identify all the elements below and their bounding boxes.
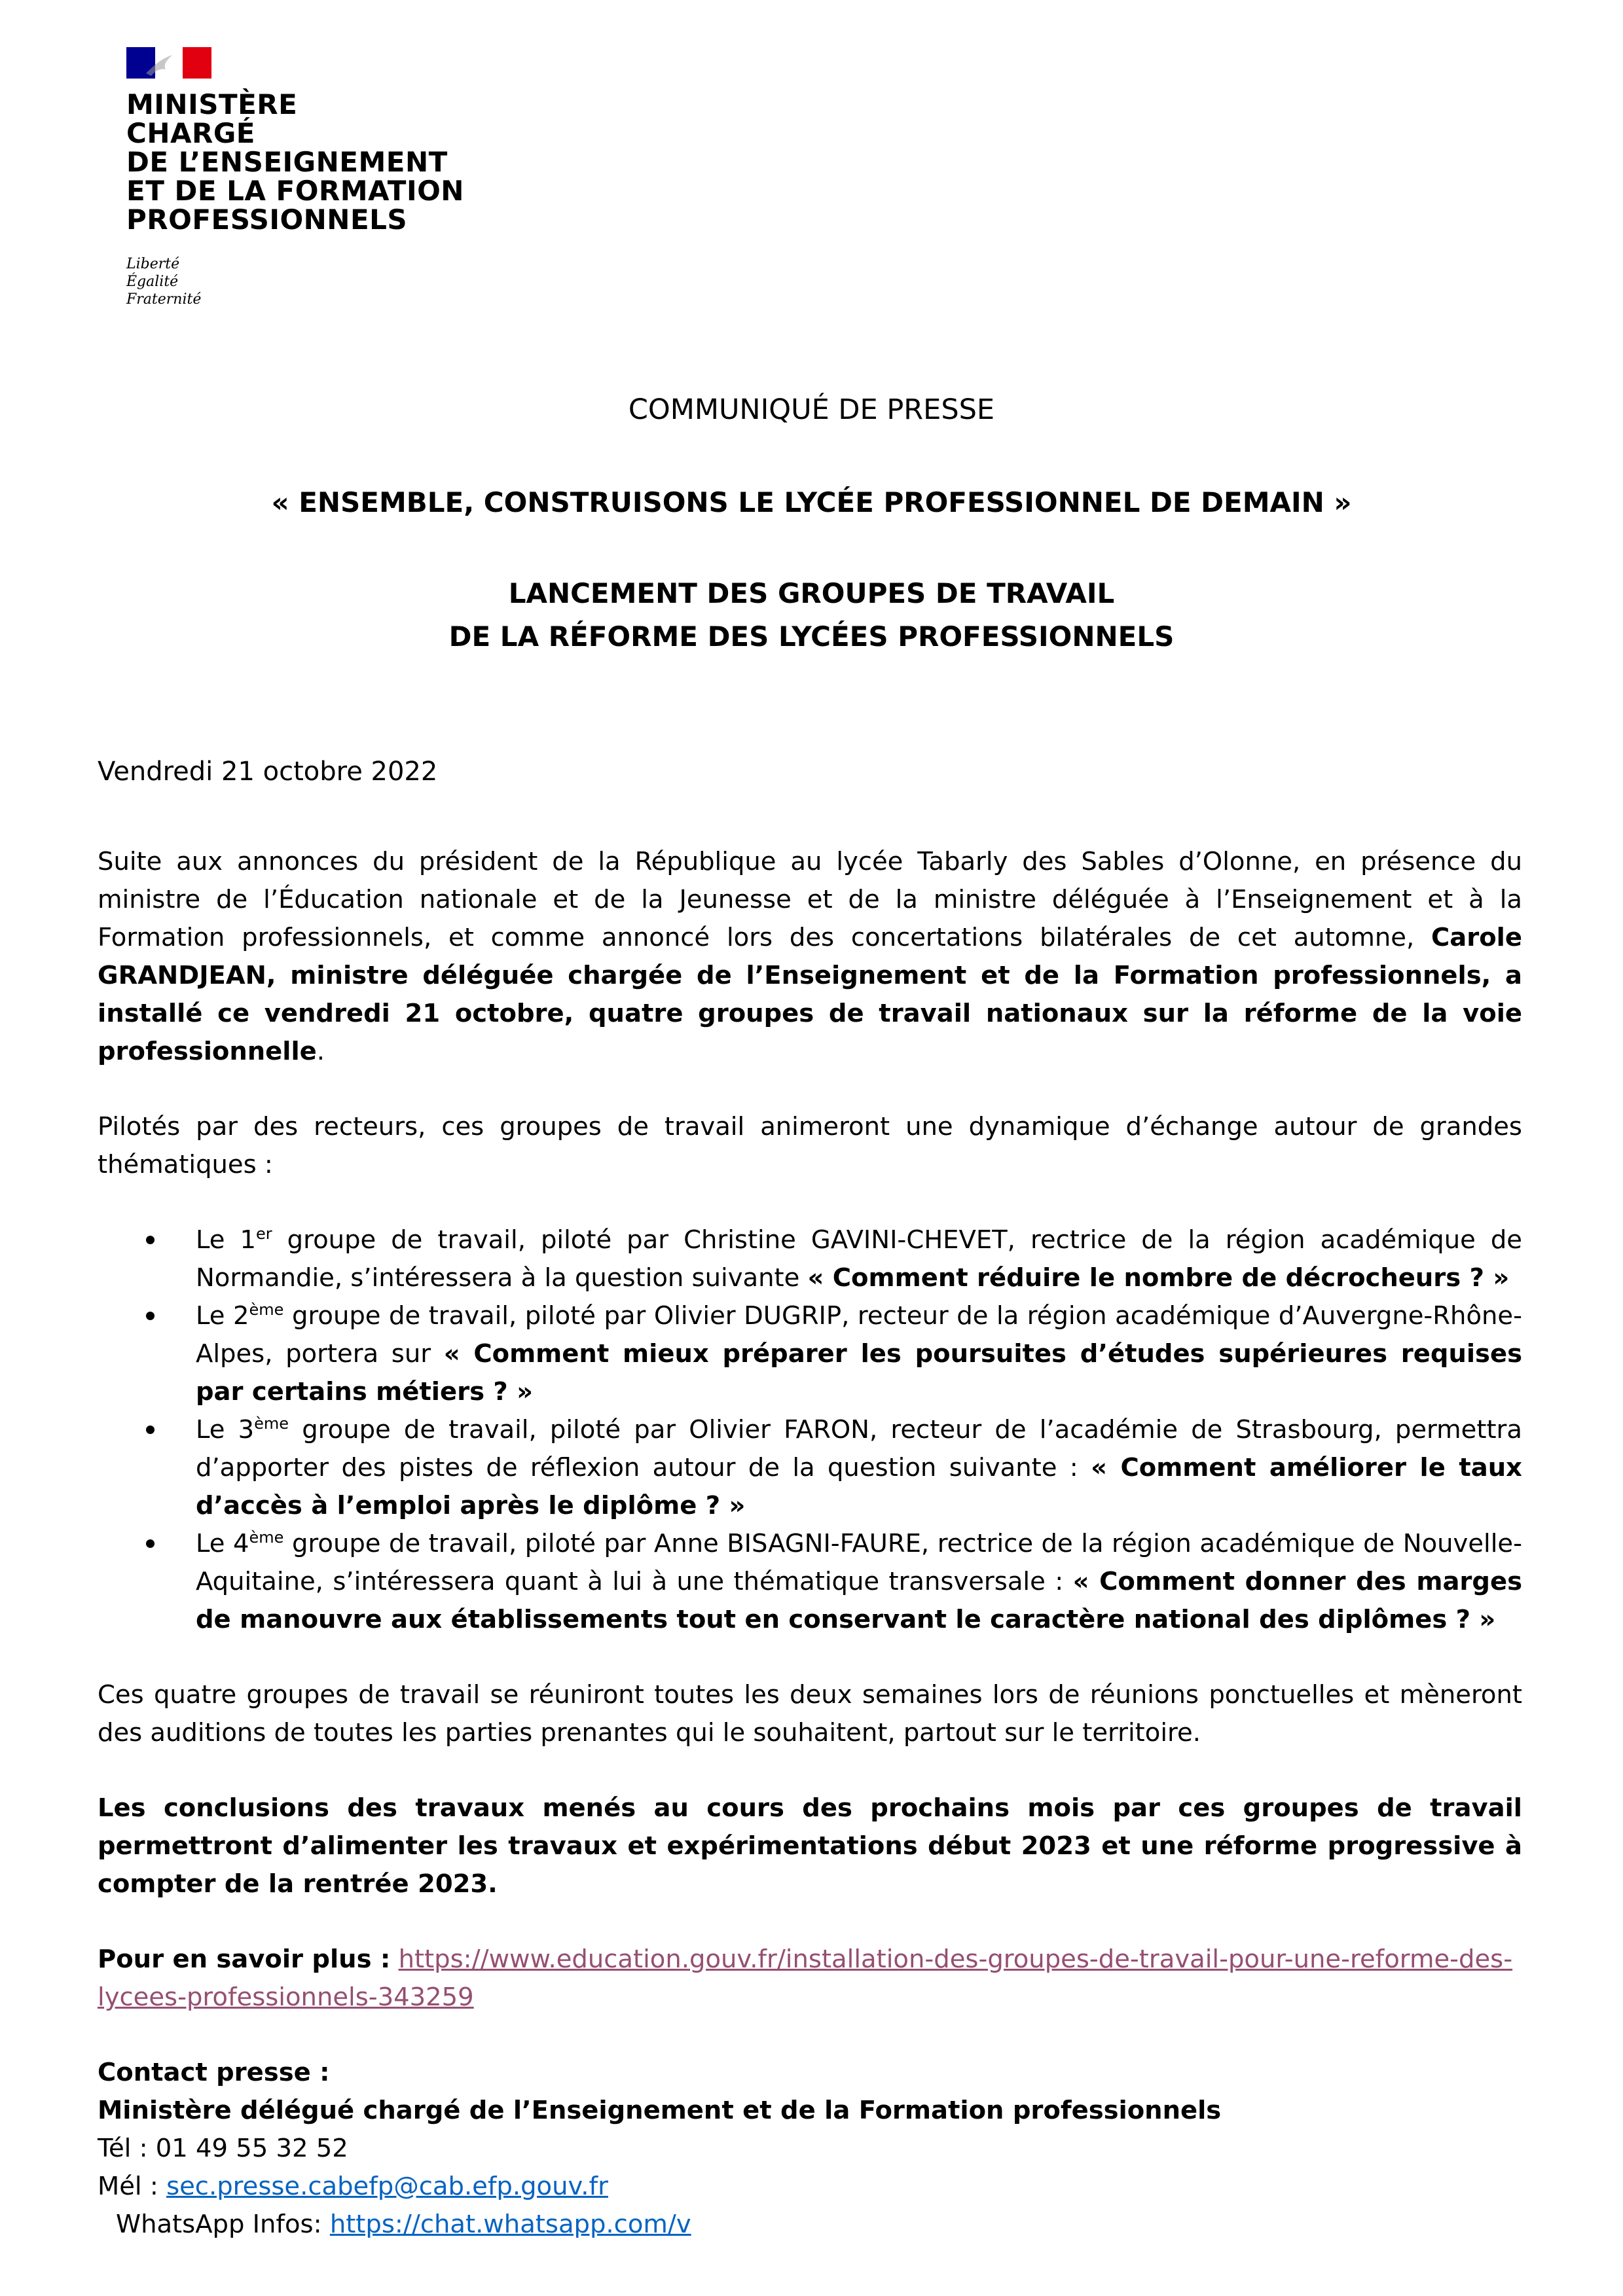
motto-fraternite: Fraternité xyxy=(126,291,202,308)
release-date: Vendredi 21 octobre 2022 xyxy=(98,757,438,787)
pilotes-paragraph: Pilotés par des recteurs, ces groupes de travail animeront une dynamique d’échange autour de grandes thématiques : xyxy=(98,1112,1522,1179)
list-item: Le 2ème groupe de travail, piloté par Olivier DUGRIP, recteur de la région académique d’Auvergne-Rhône-Alpes, portera sur « Comment mieux préparer les poursuites d’études supérieures requises par certains métiers ? » xyxy=(196,1297,1522,1411)
contact-label: Contact presse : xyxy=(98,2058,330,2087)
document-kicker: COMMUNIQUÉ DE PRESSE xyxy=(628,393,995,426)
document-body xyxy=(98,753,1522,2244)
intro-paragraph xyxy=(98,843,1522,1071)
ministry-name-line: DE L’ENSEIGNEMENT xyxy=(126,146,448,178)
republic-motto xyxy=(126,255,493,308)
intro-end: . xyxy=(316,1037,325,1066)
list-item: Le 3ème groupe de travail, piloté par Olivier FARON, recteur de l’académie de Strasbourg, permettra d’apporter des pistes de réflexion autour de la question suivante : « Comment améliorer le taux d’accès à l’emploi après le diplôme ? » xyxy=(196,1411,1522,1525)
subtitle-line: DE LA RÉFORME DES LYCÉES PROFESSIONNELS xyxy=(448,620,1175,653)
document-title: « ENSEMBLE, CONSTRUISONS LE LYCÉE PROFESSIONNEL DE DEMAIN » xyxy=(271,486,1352,518)
reunions-paragraph: Ces quatre groupes de travail se réuniront toutes les deux semaines lors de réunions ponctuelles et mèneront des auditions de toutes les parties prenantes qui le souhaitent, partout sur le territoire. xyxy=(98,1680,1522,1748)
list-item: Le 4ème groupe de travail, piloté par Anne BISAGNI-FAURE, rectrice de la région académique de Nouvelle-Aquitaine, s’intéressera quant à lui à une thématique transversale : « Comment donner des marges de manouvre aux établissements tout en conservant le caractère national des diplômes ? » xyxy=(196,1525,1522,1639)
bullet-icon xyxy=(146,1426,155,1434)
more-info-label: Pour en savoir plus : xyxy=(98,1945,391,1974)
bullet-icon xyxy=(146,1236,155,1244)
ministry-name-line: PROFESSIONNELS xyxy=(126,204,408,236)
conclusions-paragraph: Les conclusions des travaux menés au cours des prochains mois par ces groupes de travail permettront d’alimenter les travaux et expérimentations début 2023 et une réforme progressive à compter de la rentrée 2023. xyxy=(98,1793,1522,1899)
motto-egalite: Égalité xyxy=(126,274,179,290)
working-groups-list xyxy=(98,1221,1522,1639)
whatsapp-link[interactable]: https://chat.whatsapp.com/v xyxy=(329,2210,691,2239)
bullet-icon xyxy=(146,1312,155,1320)
marianne-flag-icon xyxy=(126,47,211,79)
ministry-name xyxy=(126,90,493,234)
contact-phone: Tél : 01 49 55 32 52 xyxy=(98,2134,348,2163)
list-item: Le 1er groupe de travail, piloté par Christine GAVINI-CHEVET, rectrice de la région académique de Normandie, s’intéressera à la question suivante « Comment réduire le nombre de décrocheurs ? » xyxy=(196,1221,1522,1297)
bullet-icon xyxy=(146,1539,155,1548)
ministry-logo xyxy=(126,47,493,308)
contact-email-link[interactable]: sec.presse.cabefp@cab.efp.gouv.fr xyxy=(166,2172,608,2201)
intro-bold: Carole GRANDJEAN, ministre déléguée chargée de l’Enseignement et de la Formation professionnels, a installé ce vendredi 21 octobre, quatre groupes de travail nationaux sur la réforme de la voie professionnelle xyxy=(98,923,1522,1066)
contact-org: Ministère délégué chargé de l’Enseignement et de la Formation professionnels xyxy=(98,2096,1222,2125)
more-info-link[interactable]: https://www.education.gouv.fr/installation-des-groupes-de-travail-pour-une-reforme-des-lycees-professionnels-343259 xyxy=(98,1945,1513,2012)
contact-whatsapp-line: WhatsApp Infos: https://chat.whatsapp.com/v xyxy=(116,2210,691,2239)
intro-text: Suite aux annonces du président de la République au lycée Tabarly des Sables d’Olonne, en présence du ministre de l’Éducation nationale et de la Jeunesse et de la ministre déléguée à l’Enseignement et à la Formation professionnels, et comme annoncé lors des concertations bilatérales de cet automne, xyxy=(98,847,1522,952)
motto-liberte: Liberté xyxy=(126,256,180,272)
ministry-name-line: ET DE LA FORMATION xyxy=(126,175,464,207)
ministry-name-line: CHARGÉ xyxy=(126,117,255,149)
more-info-paragraph xyxy=(98,1941,1522,2017)
press-contact xyxy=(98,2054,1522,2244)
subtitle-line: LANCEMENT DES GROUPES DE TRAVAIL xyxy=(508,577,1115,609)
ministry-name-line: MINISTÈRE xyxy=(126,88,298,120)
document-subtitle xyxy=(0,572,1623,658)
contact-email-line: Mél : sec.presse.cabefp@cab.efp.gouv.fr xyxy=(98,2172,608,2201)
